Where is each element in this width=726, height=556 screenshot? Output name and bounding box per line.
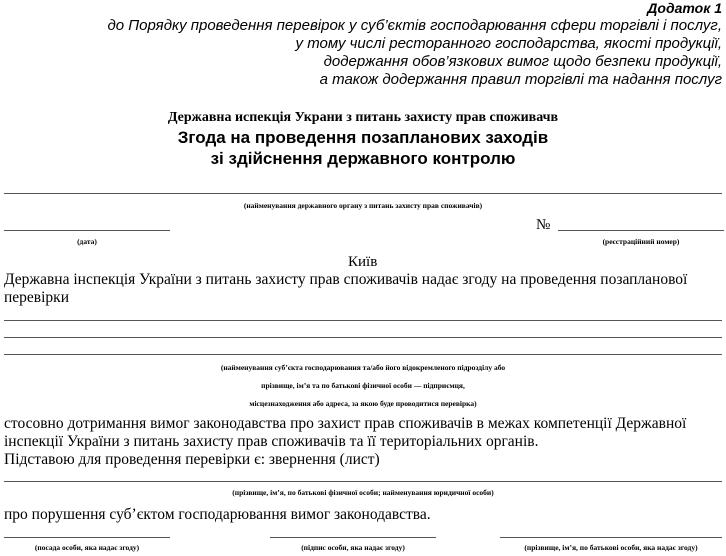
- date-caption: (дата): [77, 237, 97, 246]
- para2-line-2: інспекції України з питань захисту прав споживачів та її територіальних органів.: [4, 433, 539, 450]
- para4: про порушення суб’єктом господарювання вимог законодавства.: [4, 506, 431, 523]
- city: Київ: [348, 254, 378, 270]
- para2-line-1: стосовно дотримання вимог законодавства про захист прав споживачів в межах компетенції Державної: [4, 415, 687, 432]
- appendix-title: Додаток 1: [647, 0, 722, 16]
- name-line: [500, 537, 722, 538]
- entity-line-2: [4, 337, 722, 338]
- para1-line-2: перевірки: [4, 289, 70, 306]
- para3: Підставою для проведення перевірки є: звернення (лист): [4, 451, 380, 468]
- appendix-line-4: а також додержання правил торгівлі та надання послуг: [319, 71, 722, 88]
- applicant-line: [4, 481, 722, 482]
- para1-line-1: Державна інспекція України з питань захисту прав споживачів надає згоду на проведення позапланової: [4, 271, 688, 288]
- entity-caption-3: місцезнаходження або адреса, за якою буде проводитися перевірка): [249, 399, 477, 408]
- appendix-line-1: до Порядку проведення перевірок у суб’єктів господарювання сфери торгівлі і послуг,: [107, 17, 722, 34]
- number-sign: №: [536, 217, 551, 233]
- position-line: [4, 537, 170, 538]
- applicant-caption: (прізвище, ім’я, по батькові фізичної особи; найменування юридичної особи): [232, 488, 494, 497]
- reg-number-line: [558, 230, 724, 231]
- agency-name-caption: (найменування державного органу з питань захисту прав споживачів): [243, 201, 483, 210]
- signature-line: [270, 537, 436, 538]
- position-caption: (посада особи, яка надає згоду): [34, 543, 140, 552]
- agency-name-line: [4, 193, 722, 194]
- signature-caption: (підпис особи, яка надає згоду): [301, 543, 405, 552]
- document-title-line-1: Згода на проведення позапланових заходів: [177, 128, 549, 147]
- entity-caption-2: прізвище, ім’я та по батькові фізичної особи — підприємця,: [261, 381, 465, 390]
- document-title-line-2: зі здійснення державного контролю: [210, 149, 516, 168]
- entity-line-1: [4, 320, 722, 321]
- entity-caption-1: (найменування суб’єкта господарювання та/або його відокремленого підрозділу або: [220, 363, 506, 372]
- appendix-line-2: у тому числі ресторанного господарства, якості продукції,: [295, 35, 722, 52]
- appendix-line-3: додержання обов’язкових вимог щодо безпеки продукції,: [323, 53, 722, 70]
- entity-line-3: [4, 354, 722, 355]
- date-line: [4, 230, 170, 231]
- name-caption: (прізвище, ім’я, по батькові особи, яка надає згоду): [524, 543, 698, 552]
- reg-number-caption: (реєстраційний номер): [602, 237, 680, 246]
- agency-heading: Державна испекція Украни з питань захисту прав споживачв: [167, 110, 559, 125]
